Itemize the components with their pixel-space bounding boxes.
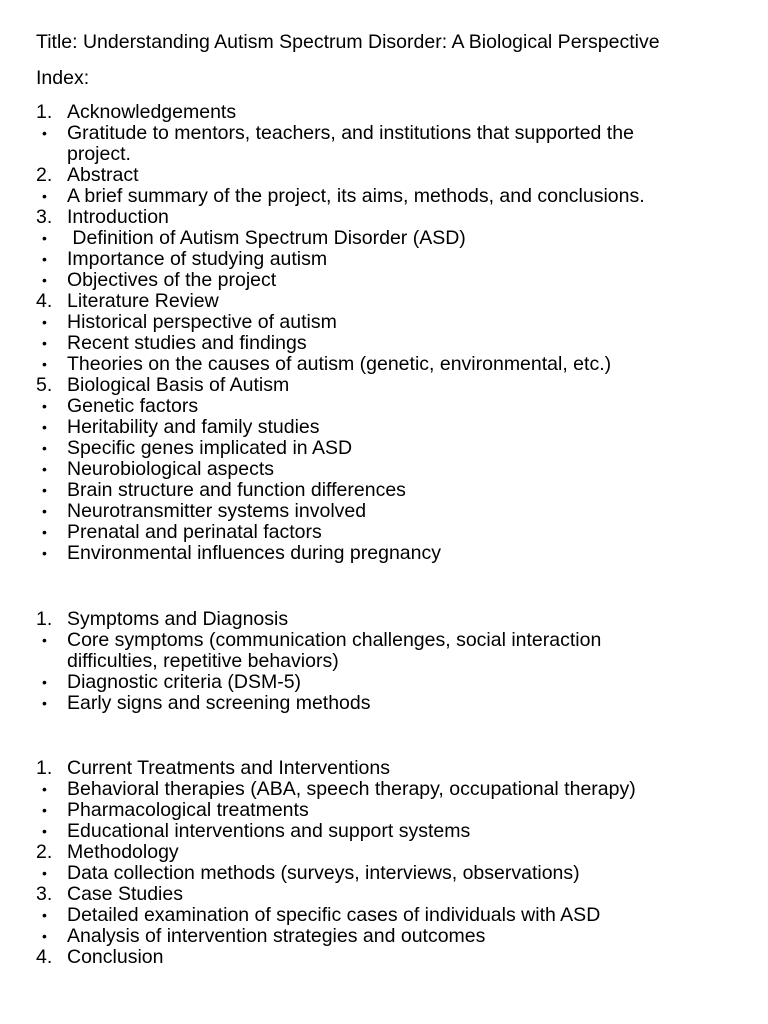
bullet-item — [0, 396, 768, 417]
bullet-item — [0, 693, 768, 714]
bullet-item — [0, 501, 768, 522]
bullet-marker: • — [42, 823, 47, 839]
index-list-1 — [0, 102, 768, 564]
numbered-item — [0, 375, 768, 396]
bullet-text: Definition of Autism Spectrum Disorder (ASD) — [67, 227, 466, 249]
bullet-text: Diagnostic criteria (DSM-5) — [67, 671, 302, 693]
section-title: Biological Basis of Autism — [67, 374, 290, 396]
bullet-item — [0, 417, 768, 438]
bullet-marker: • — [42, 482, 47, 498]
item-number: 5. — [36, 374, 53, 396]
bullet-text: Prenatal and perinatal factors — [67, 521, 322, 543]
bullet-item — [0, 480, 768, 501]
bullet-text: Objectives of the project — [67, 269, 277, 291]
bullet-text: Educational interventions and support systems — [67, 820, 471, 842]
bullet-text: Importance of studying autism — [67, 248, 328, 270]
bullet-text: Data collection methods (surveys, interviews, observations) — [67, 862, 580, 884]
bullet-marker: • — [42, 802, 47, 818]
item-number: 2. — [36, 164, 53, 186]
bullet-text: Analysis of intervention strategies and outcomes — [67, 925, 486, 947]
bullet-item — [0, 186, 768, 207]
bullet-text: Brain structure and function differences — [67, 479, 406, 501]
numbered-item — [0, 609, 768, 630]
bullet-text: Genetic factors — [67, 395, 199, 417]
bullet-text: Core symptoms (communication challenges, social interaction difficulties, repetitive behaviors) — [67, 629, 607, 672]
bullet-item — [0, 630, 768, 672]
section-title: Conclusion — [67, 946, 164, 968]
bullet-item — [0, 312, 768, 333]
bullet-item — [0, 270, 768, 291]
bullet-text: Behavioral therapies (ABA, speech therapy, occupational therapy) — [67, 778, 636, 800]
bullet-item — [0, 522, 768, 543]
item-number: 1. — [36, 757, 53, 779]
item-number: 3. — [36, 883, 53, 905]
numbered-item — [0, 291, 768, 312]
bullet-text: Historical perspective of autism — [67, 311, 337, 333]
bullet-item — [0, 863, 768, 884]
numbered-item — [0, 884, 768, 905]
section-title: Introduction — [67, 206, 169, 228]
bullet-text: Specific genes implicated in ASD — [67, 437, 353, 459]
index-heading: Index: — [36, 67, 90, 89]
bullet-marker: • — [42, 440, 47, 456]
numbered-item — [0, 842, 768, 863]
bullet-text: Recent studies and findings — [67, 332, 307, 354]
numbered-item — [0, 947, 768, 968]
bullet-item — [0, 459, 768, 480]
bullet-item — [0, 905, 768, 926]
bullet-marker: • — [42, 419, 47, 435]
bullet-marker: • — [42, 272, 47, 288]
bullet-text: Neurobiological aspects — [67, 458, 275, 480]
bullet-marker: • — [42, 314, 47, 330]
bullet-text: Environmental influences during pregnancy — [67, 542, 441, 564]
bullet-item — [0, 354, 768, 375]
bullet-item — [0, 543, 768, 564]
item-number: 2. — [36, 841, 53, 863]
bullet-marker: • — [42, 398, 47, 414]
section-title: Case Studies — [67, 883, 183, 905]
item-number: 4. — [36, 290, 53, 312]
bullet-marker: • — [42, 695, 47, 711]
numbered-item — [0, 165, 768, 186]
bullet-item — [0, 779, 768, 800]
index-list-2 — [0, 609, 768, 714]
bullet-item — [0, 228, 768, 249]
index-list-3 — [0, 758, 768, 968]
bullet-marker: • — [42, 125, 47, 141]
bullet-marker: • — [42, 907, 47, 923]
bullet-text: Gratitude to mentors, teachers, and institutions that supported the project. — [67, 122, 640, 165]
bullet-marker: • — [42, 503, 47, 519]
bullet-item — [0, 333, 768, 354]
bullet-marker: • — [42, 335, 47, 351]
bullet-item — [0, 800, 768, 821]
section-title: Current Treatments and Interventions — [67, 757, 390, 779]
bullet-marker: • — [42, 524, 47, 540]
numbered-item — [0, 102, 768, 123]
bullet-marker: • — [42, 865, 47, 881]
section-title: Literature Review — [67, 290, 219, 312]
section-title: Abstract — [67, 164, 139, 186]
bullet-marker: • — [42, 251, 47, 267]
bullet-text: Neurotransmitter systems involved — [67, 500, 367, 522]
numbered-item — [0, 207, 768, 228]
bullet-marker: • — [42, 632, 47, 648]
bullet-text: A brief summary of the project, its aims, methods, and conclusions. — [67, 185, 645, 207]
bullet-marker: • — [42, 230, 47, 246]
section-title: Methodology — [67, 841, 179, 863]
bullet-text: Early signs and screening methods — [67, 692, 371, 714]
bullet-marker: • — [42, 781, 47, 797]
numbered-item — [0, 758, 768, 779]
bullet-marker: • — [42, 545, 47, 561]
bullet-item — [0, 123, 768, 165]
bullet-marker: • — [42, 356, 47, 372]
section-title: Symptoms and Diagnosis — [67, 608, 289, 630]
bullet-item — [0, 672, 768, 693]
bullet-marker: • — [42, 188, 47, 204]
section-title: Acknowledgements — [67, 101, 237, 123]
bullet-item — [0, 821, 768, 842]
document-title: Title: Understanding Autism Spectrum Disorder: A Biological Perspective — [36, 31, 660, 53]
bullet-marker: • — [42, 674, 47, 690]
item-number: 1. — [36, 101, 53, 123]
item-number: 4. — [36, 946, 53, 968]
bullet-text: Detailed examination of specific cases of individuals with ASD — [67, 904, 601, 926]
bullet-item — [0, 438, 768, 459]
bullet-marker: • — [42, 928, 47, 944]
bullet-text: Theories on the causes of autism (genetic, environmental, etc.) — [67, 353, 612, 375]
bullet-text: Pharmacological treatments — [67, 799, 309, 821]
item-number: 3. — [36, 206, 53, 228]
bullet-marker: • — [42, 461, 47, 477]
bullet-item — [0, 926, 768, 947]
bullet-text: Heritability and family studies — [67, 416, 320, 438]
item-number: 1. — [36, 608, 53, 630]
bullet-item — [0, 249, 768, 270]
